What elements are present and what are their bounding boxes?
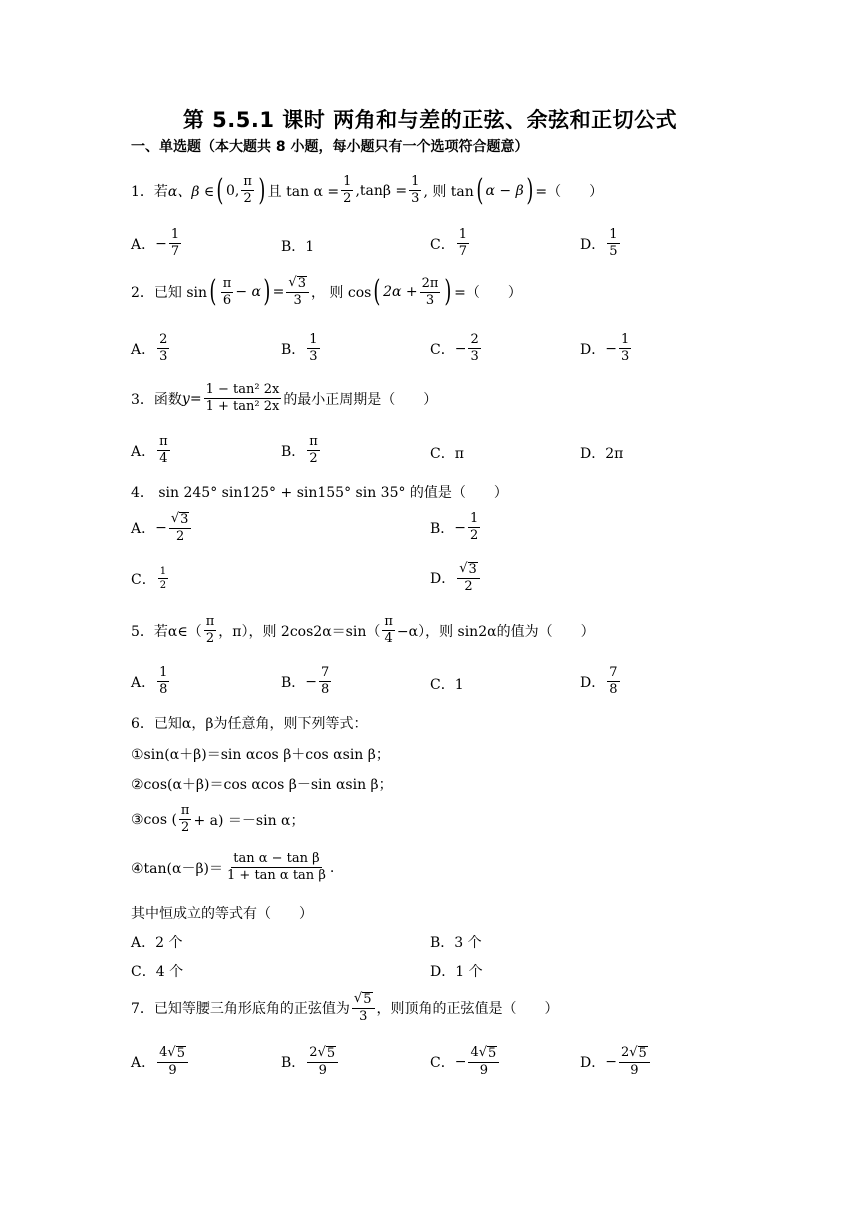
question-6-option-b: B．3 个 xyxy=(430,935,482,951)
question-4-option-b: B． − $\frac{1}{2}$ xyxy=(430,511,479,544)
question-7-option-d: D． − 2√ 5 9 xyxy=(580,1046,652,1079)
question-2-stem: 2．已知 sin ( $\frac{\pi}{6}$ − α ) = √ 3 3 ， 则 cos ( 2α + $\frac{2\pi}{3}$ ) =（ ） xyxy=(131,274,522,310)
question-1-option-d: D． $\frac{1}{5}$ xyxy=(580,227,618,260)
question-3-option-c: C．π xyxy=(430,446,464,462)
question-1-option-b: B．1 xyxy=(281,239,315,255)
question-1-stem: 1．若 α、β ∈ ( 0, $\frac{\pi}{2}$ ) 且 tan α = $\frac{1}{2}$ ,tanβ = $\frac{1}{3}$ , 则 tan ( α − β ) =（ ） xyxy=(131,172,604,208)
question-6-equation-3: ③cos ( $\frac{\pi}{2}$ + a) ＝－sin α； xyxy=(131,803,305,836)
question-7-option-b: B． 2√ 5 9 xyxy=(281,1046,340,1079)
question-6-equation-1: ①sin(α＋β)＝sin αcos β＋cos αsin β； xyxy=(131,747,390,763)
question-6-equation-4: ④tan(α－β)＝ $\frac{\text{tan α − tan β}}{\text{1 + tan α tan β}}$ . xyxy=(131,851,335,884)
question-3-option-a: A． $\frac{\pi}{4}$ xyxy=(131,434,168,467)
question-5-stem: 5．若α∈（ $\frac{\pi}{2}$ ，π），则 2cos2α＝sin（ $\frac{\pi}{4}$ −α），则 sin2α的值为（ ） xyxy=(131,614,595,647)
question-5-option-a: A． $\frac{1}{8}$ xyxy=(131,665,168,698)
question-7-stem: 7．已知等腰三角形底角的正弦值为 √ 5 3 ，则顶角的正弦值是（ ） xyxy=(131,991,559,1025)
question-1-option-a: A． − $\frac{1}{7}$ xyxy=(131,227,180,260)
question-4-option-d: D． √ 3 2 xyxy=(430,562,482,595)
question-6-option-a: A．2 个 xyxy=(131,935,183,951)
question-6-equation-2: ②cos(α＋β)＝cos αcos β－sin αsin β； xyxy=(131,777,393,793)
question-2-option-c: C． − $\frac{2}{3}$ xyxy=(430,332,479,365)
question-3-option-b: B． $\frac{\pi}{2}$ xyxy=(281,434,318,467)
question-5-option-d: D． $\frac{7}{8}$ xyxy=(580,665,618,698)
question-6-ask: 其中恒成立的等式有（ ） xyxy=(131,906,313,922)
section-heading: 一、单选题（本大题共 8 小题，每小题只有一个选项符合题意） xyxy=(131,139,529,155)
question-5-option-c: C．1 xyxy=(430,677,464,693)
question-3-stem: 3．函数 y = $\frac{\text{1 − tan² 2x}}{\text{1 + tan² 2x}}$ 的最小正周期是（ ） xyxy=(131,382,438,415)
question-2-option-b: B． $\frac{1}{3}$ xyxy=(281,332,318,365)
question-6-stem: 6．已知α，β为任意角，则下列等式： xyxy=(131,716,368,732)
question-7-option-a: A． 4√ 5 9 xyxy=(131,1046,190,1079)
question-4-option-a: A． − √ 3 2 xyxy=(131,512,193,545)
question-7-option-c: C． − 4√ 5 9 xyxy=(430,1046,501,1079)
question-3-option-d: D．2π xyxy=(580,446,624,462)
question-6-option-d: D．1 个 xyxy=(430,964,483,980)
question-2-option-d: D． − $\frac{1}{3}$ xyxy=(580,332,630,365)
page-title: 第 5.5.1 课时 两角和与差的正弦、余弦和正切公式 xyxy=(182,108,678,132)
question-1-option-c: C． $\frac{1}{7}$ xyxy=(430,227,467,260)
question-4-option-c: C． $\frac{1}{2}$ xyxy=(131,566,167,591)
question-5-option-b: B． − $\frac{7}{8}$ xyxy=(281,665,330,698)
question-4-stem: 4． sin 245° sin125° + sin155° sin 35° 的值是（ ） xyxy=(131,485,508,501)
question-6-option-c: C．4 个 xyxy=(131,964,184,980)
question-2-option-a: A． $\frac{2}{3}$ xyxy=(131,332,168,365)
